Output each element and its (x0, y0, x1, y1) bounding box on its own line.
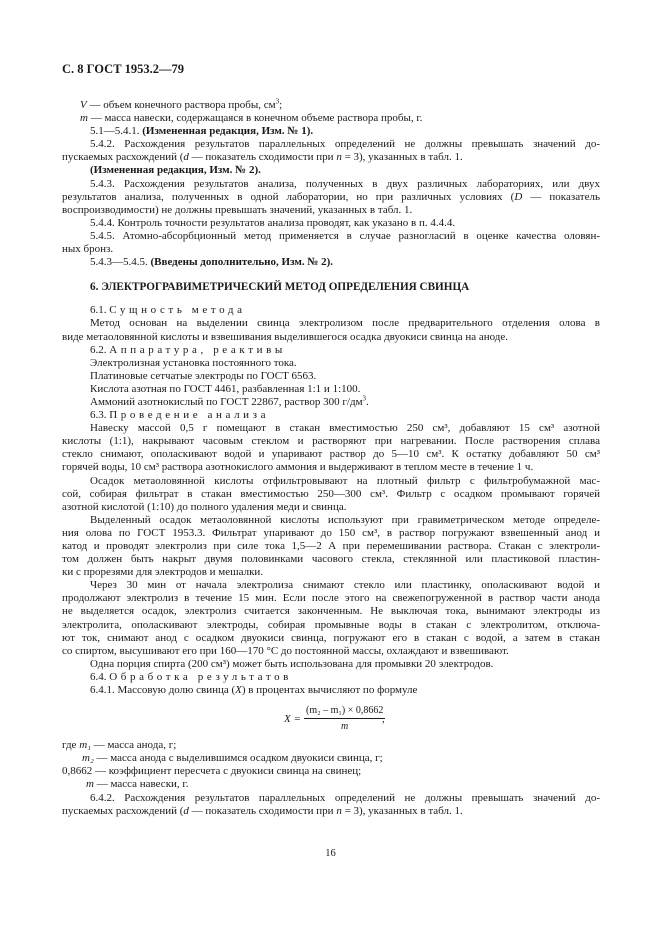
clause-5-4-5-line1: 5.4.5. Атомно-абсорбционный метод применяется в случае разногласий в оценке качества оловян- (90, 229, 600, 242)
edit-note-2 (62, 164, 600, 177)
symbol-v: V (80, 99, 87, 111)
clause-6-4-1-part2: ) в процентах вычисляют по формуле (241, 684, 418, 697)
clause-5-4-3-line2 (62, 191, 600, 204)
subsection-6-1-number: 6.1. (90, 304, 110, 317)
symbol-m: m (86, 778, 94, 791)
where-m1 (62, 739, 600, 752)
equipment-item-2: Платиновые сетчатые электроды по ГОСТ 6563. (90, 369, 317, 382)
formula-lead-fraction (62, 701, 600, 737)
equipment-item-3: Кислота азотная по ГОСТ 4461, разбавленная 1:1 и 1:100. (90, 382, 361, 395)
subsection-6-2-title: Аппаратура, реактивы (109, 343, 286, 356)
document-body (62, 99, 600, 818)
para-6-1-line1: Метод основан на выделении свинца электролизом после предварительного отделения олова в (90, 317, 600, 330)
section-6-title: 6. ЭЛЕКТРОГРАВИМЕТРИЧЕСКИЙ МЕТОД ОПРЕДЕЛЕНИЯ СВИНЦА (90, 281, 470, 294)
subsection-6-1-heading (62, 304, 600, 317)
where-m (62, 778, 600, 791)
definition-m (62, 112, 600, 125)
formula-denominator: m (341, 721, 349, 733)
para-6-3-2-line1: Осадок метаоловянной кислоты отфильтровывают на плотный фильтр с фильтробумажной мас- (90, 474, 600, 487)
para-6-3-5: Одна порция спирта (200 см³) может быть использована для промывки 20 электродов. (90, 657, 494, 670)
symbol-m: m (80, 112, 88, 125)
where-m-text: — масса навески, г. (93, 778, 189, 791)
para-6-3-4-line6: со спиртом, высушивают его при 160—170 °С до постоянной массы, охлаждают и взвешивают. (62, 644, 509, 657)
formula-lhs: X = (284, 713, 301, 726)
subsection-6-4-heading (62, 671, 600, 684)
clause-6-4-2-part1: пускаемых расхождений ( (62, 804, 184, 817)
formula-numerator: (m₂ – m₁) × 0,8662 (304, 704, 385, 719)
clause-5-4-5-line2: ных бронз. (62, 243, 114, 256)
para-6-3-3-line1: Выделенный осадок метаоловянной кислоты используют при гравиметрическом методе определе- (90, 513, 600, 526)
para-6-3-1-line1: Навеску массой 0,5 г помещают в стакан вместимостью 250 см³, добавляют 15 см³ азотной (90, 422, 600, 435)
para-6-3-3-line3: катод и проводят электролиз при силе тока 1,5—2 А при перемешивании раствора. Стакан с электроли- (62, 540, 600, 552)
definition-v (62, 99, 600, 112)
subsection-6-1-title: Сущность метода (109, 304, 246, 317)
symbol-n: n (336, 151, 342, 164)
para-6-3-4-line1: Через 30 мин от начала электролиза снимают стекло или пластинку, ополаскивают водой и (90, 579, 600, 592)
subsection-6-2-heading (62, 344, 600, 357)
clause-6-4-2-line2 (62, 805, 600, 818)
para-6-1-line2: виде метаоловянной кислоты и взвешивания выделившегося осадка двуокиси свинца на аноде. (62, 330, 509, 343)
clause-5-4-2-part3: = 3), указанных в табл. 1. (341, 151, 463, 164)
para-6-3-1-line3: стекло снимают, ополаскивают водой и упаривают раствор до 5—10 см³. К остатку добавляют 50 см³ (62, 448, 600, 461)
clause-5-4-2-part2: — показатель сходимости при (188, 151, 337, 164)
edit-note-3-ref: 5.4.3—5.4.5. (90, 256, 151, 269)
edit-note-1-ref: 5.1—5.4.1. (90, 125, 143, 138)
clause-5-4-2-line1: 5.4.2. Расхождения результатов параллельных определений не должны превышать значений до- (90, 138, 600, 151)
edit-note-3 (62, 256, 600, 269)
clause-5-4-4: 5.4.4. Контроль точности результатов анализа проводят, как указано в п. 4.4.4. (90, 216, 456, 229)
subsection-6-4-title: Обработка результатов (109, 670, 292, 683)
para-6-3-4-line2: продолжают электролиз в течение 15 мин. Если после этого на свежепогруженной в раствор части анода (62, 592, 600, 605)
equipment-item-4-text: Аммоний азотнокислый по ГОСТ 22867, раствор 300 г/дм (90, 395, 363, 408)
para-6-3-3-line2: ния олова по ГОСТ 1953.3. Фильтрат упаривают до 150 см³, в раствор погружают взвешенный анод и (62, 526, 600, 539)
clause-5-4-2-part1: пускаемых расхождений ( (62, 151, 184, 164)
definition-v-text: — объем конечного раствора пробы, см (86, 99, 276, 111)
formula-comma: , (382, 713, 385, 726)
para-6-3-4-line3: не выделяется осадок, электролиз считается законченным. Не выключая тока, вынимают электроды из (62, 605, 600, 618)
edit-note-1 (62, 125, 600, 138)
where-prefix: где (62, 739, 80, 752)
subsection-6-3-title: Проведение анализа (109, 409, 270, 422)
clause-5-4-3-part2: — показатель (522, 190, 600, 203)
clause-6-4-1-part1: 6.4.1. Массовую долю свинца ( (90, 684, 236, 697)
clause-6-4-2-part2: — показатель сходимости при (188, 804, 337, 817)
para-6-3-1-line2: кислоты (1:1), накрывают часовым стеклом и растворяют при нагревании. После растворения сплава (62, 435, 600, 448)
definition-v-end: ; (279, 99, 283, 111)
subsection-6-2-number: 6.2. (90, 343, 110, 356)
subsection-6-4-number: 6.4. (90, 670, 110, 683)
equipment-item-4-end: . (366, 395, 369, 408)
para-6-3-3-line5: ки с прорезями для электродов и мешалки. (62, 566, 264, 579)
symbol-X: X (235, 684, 242, 697)
para-6-3-1-line4: горячей воды, 10 см³ раствора азотнокислого аммония и выдерживают в теплом месте в течение 1 ч. (62, 461, 534, 474)
edit-note-3-text: (Введены дополнительно, Изм. № 2). (150, 256, 334, 269)
symbol-m2: m₂ (82, 752, 94, 765)
edit-note-2-text: (Измененная редакция, Изм. № 2). (90, 164, 261, 177)
formula-fraction (304, 704, 385, 733)
symbol-D: D (514, 190, 523, 203)
clause-5-4-3-line1: 5.4.3. Расхождения результатов анализа, полученных в двух различных лабораториях, или двух (90, 177, 600, 190)
para-6-3-4-line5: ют ток, снимают анод с осадком двуокиси свинца, погружают его в стакан с водой, а затем в стакан (62, 631, 600, 644)
clause-5-4-3-part1: результатов анализа, полученных в одной лаборатории, но при различных условиях ( (62, 190, 515, 203)
page-number: 16 (325, 848, 336, 859)
where-coefficient: 0,8662 — коэффициент пересчета с двуокиси свинца на свинец; (62, 765, 362, 778)
symbol-n: n (336, 804, 342, 817)
equipment-item-1: Электролизная установка постоянного тока. (90, 356, 297, 369)
symbol-m1: m₁ (79, 739, 91, 752)
page-header: С. 8 ГОСТ 1953.2—79 (62, 62, 185, 76)
para-6-3-4-line4: электролита, ополаскивают электроды, собирая промывные воды в стакан с электролитом, отключа- (62, 618, 600, 631)
clause-5-4-2-line2 (62, 151, 600, 164)
clause-6-4-1 (62, 684, 600, 697)
where-m1-text: — масса анода, г; (90, 739, 177, 752)
unit-superscript: 3 (275, 97, 280, 106)
para-6-3-2-line2: сой, собирая фильтрат в стакан вместимостью 250—300 см³. Фильтр с осадком промывают горячей (62, 487, 600, 500)
clause-6-4-2-line1: 6.4.2. Расхождения результатов параллельных определений не должны превышать значений до- (90, 791, 600, 804)
clause-5-4-3-line3: воспроизводимости) не должны превышать значений, указанных в табл. 1. (62, 203, 413, 216)
edit-note-1-text: (Измененная редакция, Изм. № 1). (142, 125, 314, 138)
unit-superscript: 3 (362, 394, 367, 403)
equipment-item-4 (62, 396, 600, 409)
definition-m-text: — масса навески, содержащаяся в конечном объеме раствора пробы, г. (87, 112, 423, 125)
clause-6-4-2-part3: = 3), указанных в табл. 1. (341, 804, 463, 817)
para-6-3-2-line3: азотной кислотой (1:10) до полного удаления меди и свинца. (62, 500, 347, 513)
subsection-6-3-heading (62, 409, 600, 422)
para-6-3-3-line4: том должен быть накрыт двумя половинками часового стекла, стеклянной или пластиковой пластин- (62, 553, 600, 566)
symbol-d: d (183, 804, 189, 817)
symbol-d: d (183, 151, 189, 164)
subsection-6-3-number: 6.3. (90, 409, 110, 422)
where-m2-text: — масса анода с выделившимся осадком двуокиси свинца, г; (93, 752, 383, 765)
where-m2 (62, 752, 600, 765)
